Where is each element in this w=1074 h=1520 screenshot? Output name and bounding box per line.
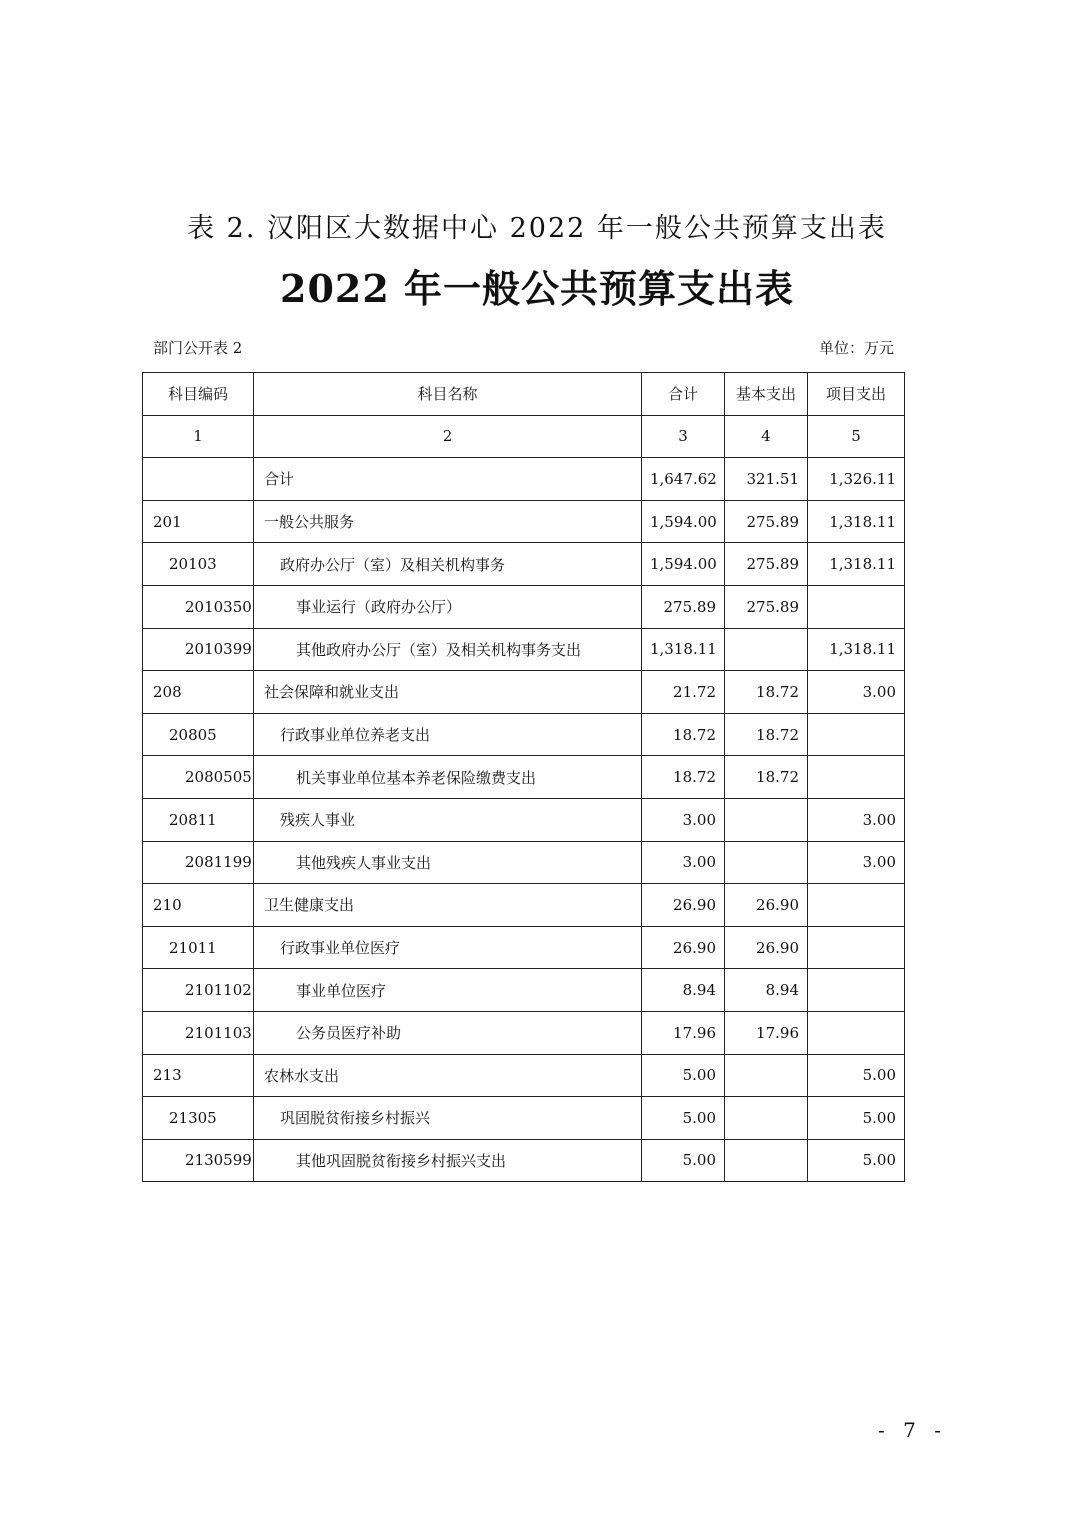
project-cell: 1,318.11 — [808, 500, 905, 543]
total-cell: 17.96 — [642, 1011, 725, 1054]
table-row — [143, 841, 905, 884]
code-cell: 2080505 — [143, 756, 254, 799]
project-cell: 1,326.11 — [808, 458, 905, 501]
table-row — [143, 798, 905, 841]
table-row — [143, 543, 905, 586]
name-cell: 合计 — [254, 458, 642, 501]
basic-cell: 8.94 — [725, 969, 808, 1012]
basic-cell: 275.89 — [725, 543, 808, 586]
column-index-row — [143, 415, 905, 458]
project-cell — [808, 585, 905, 628]
header-row — [143, 373, 905, 416]
code-cell: 2010399 — [143, 628, 254, 671]
project-cell — [808, 926, 905, 969]
code-cell: 2101103 — [143, 1011, 254, 1054]
basic-cell: 275.89 — [725, 585, 808, 628]
name-cell: 社会保障和就业支出 — [254, 671, 642, 714]
name-cell: 一般公共服务 — [254, 500, 642, 543]
name-cell: 行政事业单位养老支出 — [254, 713, 642, 756]
basic-cell — [725, 1139, 808, 1182]
total-cell: 5.00 — [642, 1139, 725, 1182]
code-cell — [143, 458, 254, 501]
code-cell: 2081199 — [143, 841, 254, 884]
name-cell: 政府办公厅（室）及相关机构事务 — [254, 543, 642, 586]
project-cell — [808, 713, 905, 756]
code-cell: 21305 — [143, 1097, 254, 1140]
page-title: 2022 年一般公共预算支出表 — [280, 266, 794, 311]
name-cell: 其他政府办公厅（室）及相关机构事务支出 — [254, 628, 642, 671]
total-cell: 26.90 — [642, 926, 725, 969]
project-cell — [808, 1011, 905, 1054]
total-cell: 5.00 — [642, 1097, 725, 1140]
table-row — [143, 1139, 905, 1182]
code-cell: 2010350 — [143, 585, 254, 628]
name-cell: 卫生健康支出 — [254, 884, 642, 927]
code-cell: 2130599 — [143, 1139, 254, 1182]
name-cell: 巩固脱贫衔接乡村振兴 — [254, 1097, 642, 1140]
header-cell-basic: 基本支出 — [725, 373, 808, 416]
header-cell-name: 科目名称 — [254, 373, 642, 416]
name-cell: 事业单位医疗 — [254, 969, 642, 1012]
basic-cell: 321.51 — [725, 458, 808, 501]
index-cell: 4 — [725, 415, 808, 458]
index-cell: 2 — [254, 415, 642, 458]
total-cell: 275.89 — [642, 585, 725, 628]
table-row — [143, 458, 905, 501]
total-cell: 1,318.11 — [642, 628, 725, 671]
index-cell: 5 — [808, 415, 905, 458]
total-cell: 3.00 — [642, 841, 725, 884]
basic-cell — [725, 1097, 808, 1140]
table-row — [143, 969, 905, 1012]
total-cell: 5.00 — [642, 1054, 725, 1097]
total-cell: 18.72 — [642, 756, 725, 799]
project-cell — [808, 884, 905, 927]
project-cell — [808, 969, 905, 1012]
basic-cell: 17.96 — [725, 1011, 808, 1054]
table-row — [143, 500, 905, 543]
budget-table — [142, 372, 905, 1182]
table-row — [143, 1097, 905, 1140]
code-cell: 208 — [143, 671, 254, 714]
basic-cell — [725, 1054, 808, 1097]
basic-cell — [725, 841, 808, 884]
index-cell: 3 — [642, 415, 725, 458]
header-cell-total: 合计 — [642, 373, 725, 416]
project-cell: 1,318.11 — [808, 628, 905, 671]
basic-cell — [725, 628, 808, 671]
name-cell: 行政事业单位医疗 — [254, 926, 642, 969]
total-cell: 1,594.00 — [642, 500, 725, 543]
project-cell — [808, 756, 905, 799]
project-cell: 5.00 — [808, 1097, 905, 1140]
header-cell-project: 项目支出 — [808, 373, 905, 416]
project-cell: 3.00 — [808, 841, 905, 884]
project-cell: 3.00 — [808, 798, 905, 841]
table-row — [143, 1011, 905, 1054]
code-cell: 201 — [143, 500, 254, 543]
basic-cell: 18.72 — [725, 713, 808, 756]
total-cell: 18.72 — [642, 713, 725, 756]
code-cell: 20805 — [143, 713, 254, 756]
name-cell: 机关事业单位基本养老保险缴费支出 — [254, 756, 642, 799]
project-cell: 5.00 — [808, 1139, 905, 1182]
dept-table-label: 部门公开表 2 — [153, 339, 243, 357]
table-row — [143, 926, 905, 969]
table-row — [143, 585, 905, 628]
name-cell: 其他巩固脱贫衔接乡村振兴支出 — [254, 1139, 642, 1182]
unit-label: 单位：万元 — [818, 339, 894, 357]
code-cell: 213 — [143, 1054, 254, 1097]
header-cell-code: 科目编码 — [143, 373, 254, 416]
basic-cell: 18.72 — [725, 671, 808, 714]
table-row — [143, 884, 905, 927]
basic-cell: 18.72 — [725, 756, 808, 799]
name-cell: 其他残疾人事业支出 — [254, 841, 642, 884]
total-cell: 1,594.00 — [642, 543, 725, 586]
name-cell: 农林水支出 — [254, 1054, 642, 1097]
total-cell: 3.00 — [642, 798, 725, 841]
total-cell: 21.72 — [642, 671, 725, 714]
name-cell: 残疾人事业 — [254, 798, 642, 841]
table-row — [143, 756, 905, 799]
code-cell: 210 — [143, 884, 254, 927]
code-cell: 21011 — [143, 926, 254, 969]
basic-cell: 275.89 — [725, 500, 808, 543]
basic-cell — [725, 798, 808, 841]
project-cell: 5.00 — [808, 1054, 905, 1097]
code-cell: 2101102 — [143, 969, 254, 1012]
page-number: - 7 - — [878, 1418, 947, 1442]
total-cell: 26.90 — [642, 884, 725, 927]
code-cell: 20811 — [143, 798, 254, 841]
total-cell: 1,647.62 — [642, 458, 725, 501]
table-caption: 表 2. 汉阳区大数据中心 2022 年一般公共预算支出表 — [187, 213, 887, 244]
table-row — [143, 628, 905, 671]
index-cell: 1 — [143, 415, 254, 458]
table-row — [143, 713, 905, 756]
basic-cell: 26.90 — [725, 884, 808, 927]
table-row — [143, 671, 905, 714]
basic-cell: 26.90 — [725, 926, 808, 969]
code-cell: 20103 — [143, 543, 254, 586]
name-cell: 事业运行（政府办公厅） — [254, 585, 642, 628]
project-cell: 1,318.11 — [808, 543, 905, 586]
project-cell: 3.00 — [808, 671, 905, 714]
total-cell: 8.94 — [642, 969, 725, 1012]
name-cell: 公务员医疗补助 — [254, 1011, 642, 1054]
table-row — [143, 1054, 905, 1097]
